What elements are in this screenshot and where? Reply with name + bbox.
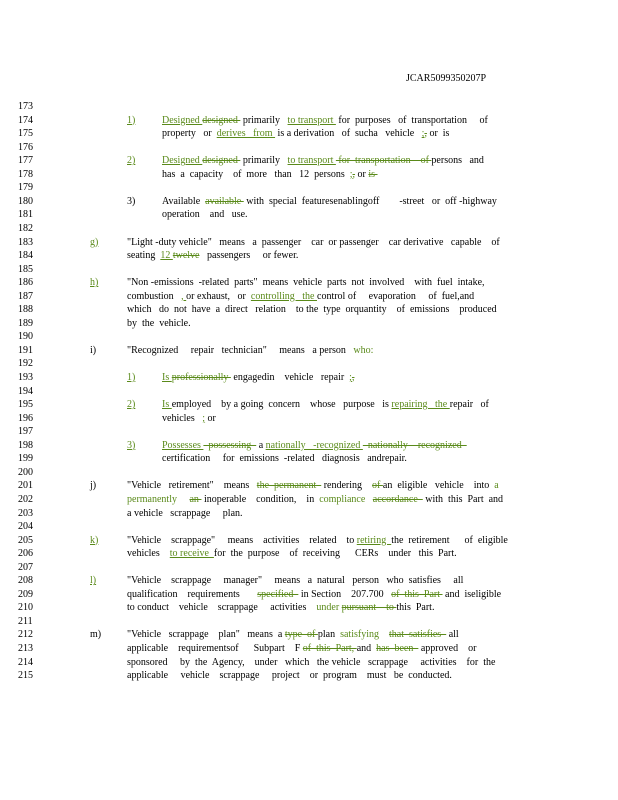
line-number: 210	[18, 602, 33, 614]
inserted-text: to transport	[287, 155, 336, 167]
line-text	[127, 507, 243, 520]
text-run: with this Part and	[422, 493, 504, 505]
text-run: employed by a going concern whose purpose is	[171, 399, 392, 411]
inserted-text: nationally -recognized	[265, 439, 363, 451]
line-number: 191	[18, 344, 33, 356]
text-run: applicable requirementsof Subpart F	[127, 643, 303, 654]
line-text	[162, 114, 488, 127]
line-text	[127, 656, 495, 669]
line-number: 196	[18, 412, 33, 424]
text-run: plan	[317, 629, 341, 641]
document-line	[18, 263, 618, 276]
line-number: 204	[18, 521, 33, 533]
deleted-text: is	[368, 168, 378, 180]
line-text	[162, 208, 248, 221]
line-number: 182	[18, 222, 33, 234]
text-run: "Vehicle scrappage manager" means a natural person who satisfies all	[127, 575, 464, 587]
line-text	[162, 439, 467, 452]
line-text	[127, 249, 298, 262]
document-line	[18, 425, 618, 438]
inserted-text: ;	[421, 128, 425, 140]
text-run: qualification requirements	[127, 588, 258, 600]
line-text	[162, 452, 407, 465]
text-run: primarily	[240, 155, 288, 167]
document-line	[18, 561, 618, 574]
line-number: 176	[18, 141, 33, 153]
text-run: applicable vehicle scrappage project or program must be conducted.	[127, 670, 452, 682]
text-run: for the purpose of receiving CERs under this Part.	[213, 548, 457, 560]
line-number: 206	[18, 548, 33, 560]
line-number: 193	[18, 372, 33, 383]
line-number: 199	[18, 453, 33, 465]
document-line	[18, 303, 618, 316]
line-number: 201	[18, 480, 33, 492]
document-line	[18, 114, 618, 127]
text-run: primarily	[240, 114, 288, 126]
line-text	[127, 642, 476, 655]
document-line	[18, 412, 618, 425]
line-number: 203	[18, 507, 33, 519]
document-line	[18, 507, 618, 520]
text-run: a	[256, 439, 266, 451]
text-run: control of evaporation of fuel,and	[317, 290, 475, 302]
inserted-text: to transport	[287, 114, 336, 126]
line-number: 200	[18, 466, 33, 478]
inserted-text: Designed	[162, 155, 203, 167]
text-run: "Vehicle retirement" means	[127, 480, 257, 492]
document-line	[18, 466, 618, 479]
line-number: 189	[18, 317, 33, 329]
inserted-text: derives from	[216, 128, 276, 140]
deleted-text: specified	[257, 588, 299, 600]
line-number: 197	[18, 426, 33, 438]
document-line	[18, 317, 618, 330]
inserted-text: to receive	[169, 548, 214, 560]
item-marker: j)	[90, 480, 97, 492]
document-line	[18, 127, 618, 140]
document-line	[18, 642, 618, 655]
text-run: "Light -duty vehicle" means a passenger car or passenger car derivative capable of	[127, 236, 500, 248]
line-number: 173	[18, 101, 33, 112]
line-number: 209	[18, 588, 33, 600]
deleted-text: designed	[202, 114, 241, 126]
line-number: 186	[18, 277, 33, 289]
item-marker: l)	[90, 575, 97, 587]
document-line	[18, 168, 618, 181]
deleted-text: for transportation of	[335, 155, 432, 167]
deleted-text: of this Part	[391, 588, 443, 600]
deleted-text: has been	[376, 643, 419, 654]
deleted-text: nationally recognized	[362, 439, 467, 451]
line-number: 174	[18, 114, 33, 126]
text-run: vehicles	[127, 548, 170, 560]
line-text	[127, 493, 503, 506]
text-run: or exhaust, or	[186, 290, 251, 302]
line-number: 177	[18, 155, 33, 167]
text-run: or is	[426, 128, 450, 140]
deleted-text: that satisfies	[388, 629, 447, 641]
inserted-text: retiring	[356, 534, 392, 546]
document-line	[18, 615, 618, 628]
document-line	[18, 493, 618, 506]
line-text	[162, 371, 354, 384]
deleted-text: ,	[351, 372, 355, 383]
line-number: 175	[18, 128, 33, 140]
inserted-text: ;	[202, 412, 206, 424]
line-number: 181	[18, 209, 33, 221]
line-text	[127, 669, 452, 682]
line-text	[162, 127, 449, 140]
deleted-text: professionally	[171, 372, 231, 383]
document-line	[18, 249, 618, 262]
text-run: with special featuresenablingoff -street or off -highway	[243, 195, 497, 207]
document-line	[18, 588, 618, 601]
deleted-text: of	[372, 480, 383, 492]
text-run: the retirement of eligible	[391, 534, 508, 546]
line-text	[127, 574, 463, 587]
document-line	[18, 628, 618, 641]
inserted-text: ,	[181, 290, 187, 302]
line-text	[162, 412, 216, 425]
item-marker: 3)	[127, 195, 136, 207]
deleted-text: twelve	[172, 250, 200, 262]
text-run: or	[205, 412, 216, 424]
text-run: sponsored by the Agency, under which the vehicle scrappage activities for the	[127, 656, 496, 668]
line-number: 198	[18, 439, 33, 451]
text-run: in Section 207.700	[298, 588, 392, 600]
document-line	[18, 385, 618, 398]
document-line	[18, 371, 618, 384]
line-number: 214	[18, 656, 33, 668]
text-run: seating	[127, 250, 161, 262]
text-run: by the vehicle.	[127, 317, 191, 329]
document-line	[18, 330, 618, 343]
deleted-text: designed	[202, 155, 241, 167]
revised-text: who:	[353, 344, 374, 356]
line-text	[127, 344, 373, 357]
line-number: 178	[18, 168, 33, 180]
revised-text: permanently	[127, 493, 190, 505]
document-line	[18, 290, 618, 303]
line-number: 187	[18, 290, 33, 302]
line-number: 205	[18, 534, 33, 546]
item-marker: 2)	[127, 399, 136, 411]
inserted-text: Is	[162, 372, 172, 383]
deleted-text: ,	[424, 128, 427, 140]
line-text	[162, 168, 378, 181]
text-run: operation and use.	[162, 209, 248, 221]
line-number: 183	[18, 236, 33, 248]
line-number: 194	[18, 385, 33, 397]
document-line	[18, 398, 618, 411]
text-run: vehicles	[162, 412, 203, 424]
deleted-text: accordance	[372, 493, 423, 505]
item-marker: k)	[90, 534, 99, 546]
text-run: this Part.	[396, 602, 435, 614]
document-line	[18, 357, 618, 370]
deleted-text: of this Part,	[302, 643, 357, 654]
document-line	[18, 181, 618, 194]
deleted-text: ,	[352, 168, 356, 180]
line-number: 190	[18, 331, 33, 343]
line-text	[127, 534, 508, 547]
line-number: 212	[18, 629, 33, 641]
item-marker: m)	[90, 629, 102, 641]
line-text	[127, 588, 501, 601]
line-number: 208	[18, 575, 33, 587]
revised-text: compliance	[319, 493, 373, 505]
document-line	[18, 534, 618, 547]
document-line	[18, 669, 618, 682]
text-run: all	[446, 629, 459, 641]
document-line	[18, 222, 618, 235]
line-number: 202	[18, 493, 33, 505]
document-line	[18, 100, 618, 113]
text-run: repair of	[449, 399, 489, 411]
deleted-text: available	[205, 195, 244, 207]
line-text	[127, 547, 457, 560]
document-line	[18, 276, 618, 289]
document-line	[18, 601, 618, 614]
revised-text: a	[494, 480, 499, 492]
deleted-text: pursuant to	[341, 602, 397, 614]
line-number: 185	[18, 263, 33, 275]
inserted-text: Designed	[162, 114, 203, 126]
text-run: "Recognized repair technician" means a person	[127, 344, 354, 356]
inserted-text: ;	[349, 372, 352, 383]
document-line	[18, 656, 618, 669]
inserted-text: controlling the	[250, 290, 317, 302]
line-number: 195	[18, 399, 33, 411]
line-number: 207	[18, 561, 33, 573]
line-number: 184	[18, 250, 33, 262]
line-text	[127, 479, 499, 492]
text-run: approved or	[418, 643, 477, 654]
text-run: has a capacity of more than 12 persons	[162, 168, 350, 180]
line-number: 215	[18, 670, 33, 682]
text-run: inoperable condition, in	[201, 493, 320, 505]
item-marker: i)	[90, 344, 97, 356]
item-marker: 1)	[127, 114, 136, 126]
text-run: a vehicle scrappage plan.	[127, 507, 243, 519]
line-number: 213	[18, 643, 33, 654]
text-run: is a derivation of sucha vehicle	[275, 128, 422, 140]
document-id-header: JCAR5099350207P	[406, 73, 487, 84]
inserted-text: Is	[162, 399, 172, 411]
line-text	[162, 154, 484, 167]
line-text	[127, 276, 485, 289]
line-text	[162, 195, 497, 208]
text-run: property or	[162, 128, 217, 140]
document-line	[18, 547, 618, 560]
inserted-text: 12	[160, 250, 173, 262]
deleted-text: the permanent	[256, 480, 322, 492]
deleted-text: possessing	[203, 439, 257, 451]
document-line	[18, 344, 618, 357]
text-run: engagedin vehicle repair	[230, 372, 350, 383]
document-line	[18, 236, 618, 249]
line-text	[127, 601, 434, 614]
text-run: for purposes of transportation of	[335, 114, 488, 126]
line-text	[127, 317, 191, 330]
line-number: 188	[18, 304, 33, 316]
line-number: 211	[18, 615, 33, 627]
document-line	[18, 439, 618, 452]
document-line	[18, 452, 618, 465]
text-run: Available	[162, 195, 206, 207]
text-run: "Vehicle scrappage plan" means a	[127, 629, 285, 641]
document-line	[18, 520, 618, 533]
deleted-text: an	[189, 493, 202, 505]
text-run: an eligible vehicle into	[382, 480, 495, 492]
line-text	[162, 398, 489, 411]
line-text	[127, 628, 459, 641]
line-number: 192	[18, 358, 33, 370]
text-run: persons and	[431, 155, 484, 167]
line-number: 180	[18, 195, 33, 207]
document-line	[18, 208, 618, 221]
inserted-text: Possesses	[162, 439, 204, 451]
revised-text: satisfying	[340, 629, 389, 641]
line-text	[127, 303, 497, 316]
document-line	[18, 141, 618, 154]
text-run: which do not have a direct relation to the type orquantity of emissions produced	[127, 304, 497, 316]
document-line	[18, 154, 618, 167]
text-run: combustion	[127, 290, 182, 302]
text-run: or	[355, 168, 369, 180]
item-marker: 1)	[127, 372, 136, 383]
inserted-text: ;	[349, 168, 353, 180]
text-run: rendering	[321, 480, 373, 492]
item-marker: 2)	[127, 155, 136, 167]
line-text	[127, 290, 474, 303]
text-run: certification for emissions -related diagnosis andrepair.	[162, 453, 407, 465]
text-run: "Vehicle scrappage" means activities related to	[127, 534, 357, 546]
inserted-text: repairing the	[391, 399, 450, 411]
item-marker: g)	[90, 236, 99, 248]
item-marker: 3)	[127, 439, 136, 451]
text-run: to conduct vehicle scrappage activities	[127, 602, 317, 614]
item-marker: h)	[90, 277, 99, 289]
revised-text: under	[316, 602, 342, 614]
line-number: 179	[18, 182, 33, 194]
deleted-text: type of	[284, 629, 318, 641]
document-line	[18, 195, 618, 208]
document-line	[18, 479, 618, 492]
text-run: and iseligible	[442, 588, 502, 600]
line-text	[127, 236, 500, 249]
text-run: passengers or fewer.	[199, 250, 299, 262]
text-run: "Non -emissions -related parts" means vehicle parts not involved with fuel intake,	[127, 277, 485, 289]
document-line	[18, 574, 618, 587]
text-run: and	[356, 643, 377, 654]
